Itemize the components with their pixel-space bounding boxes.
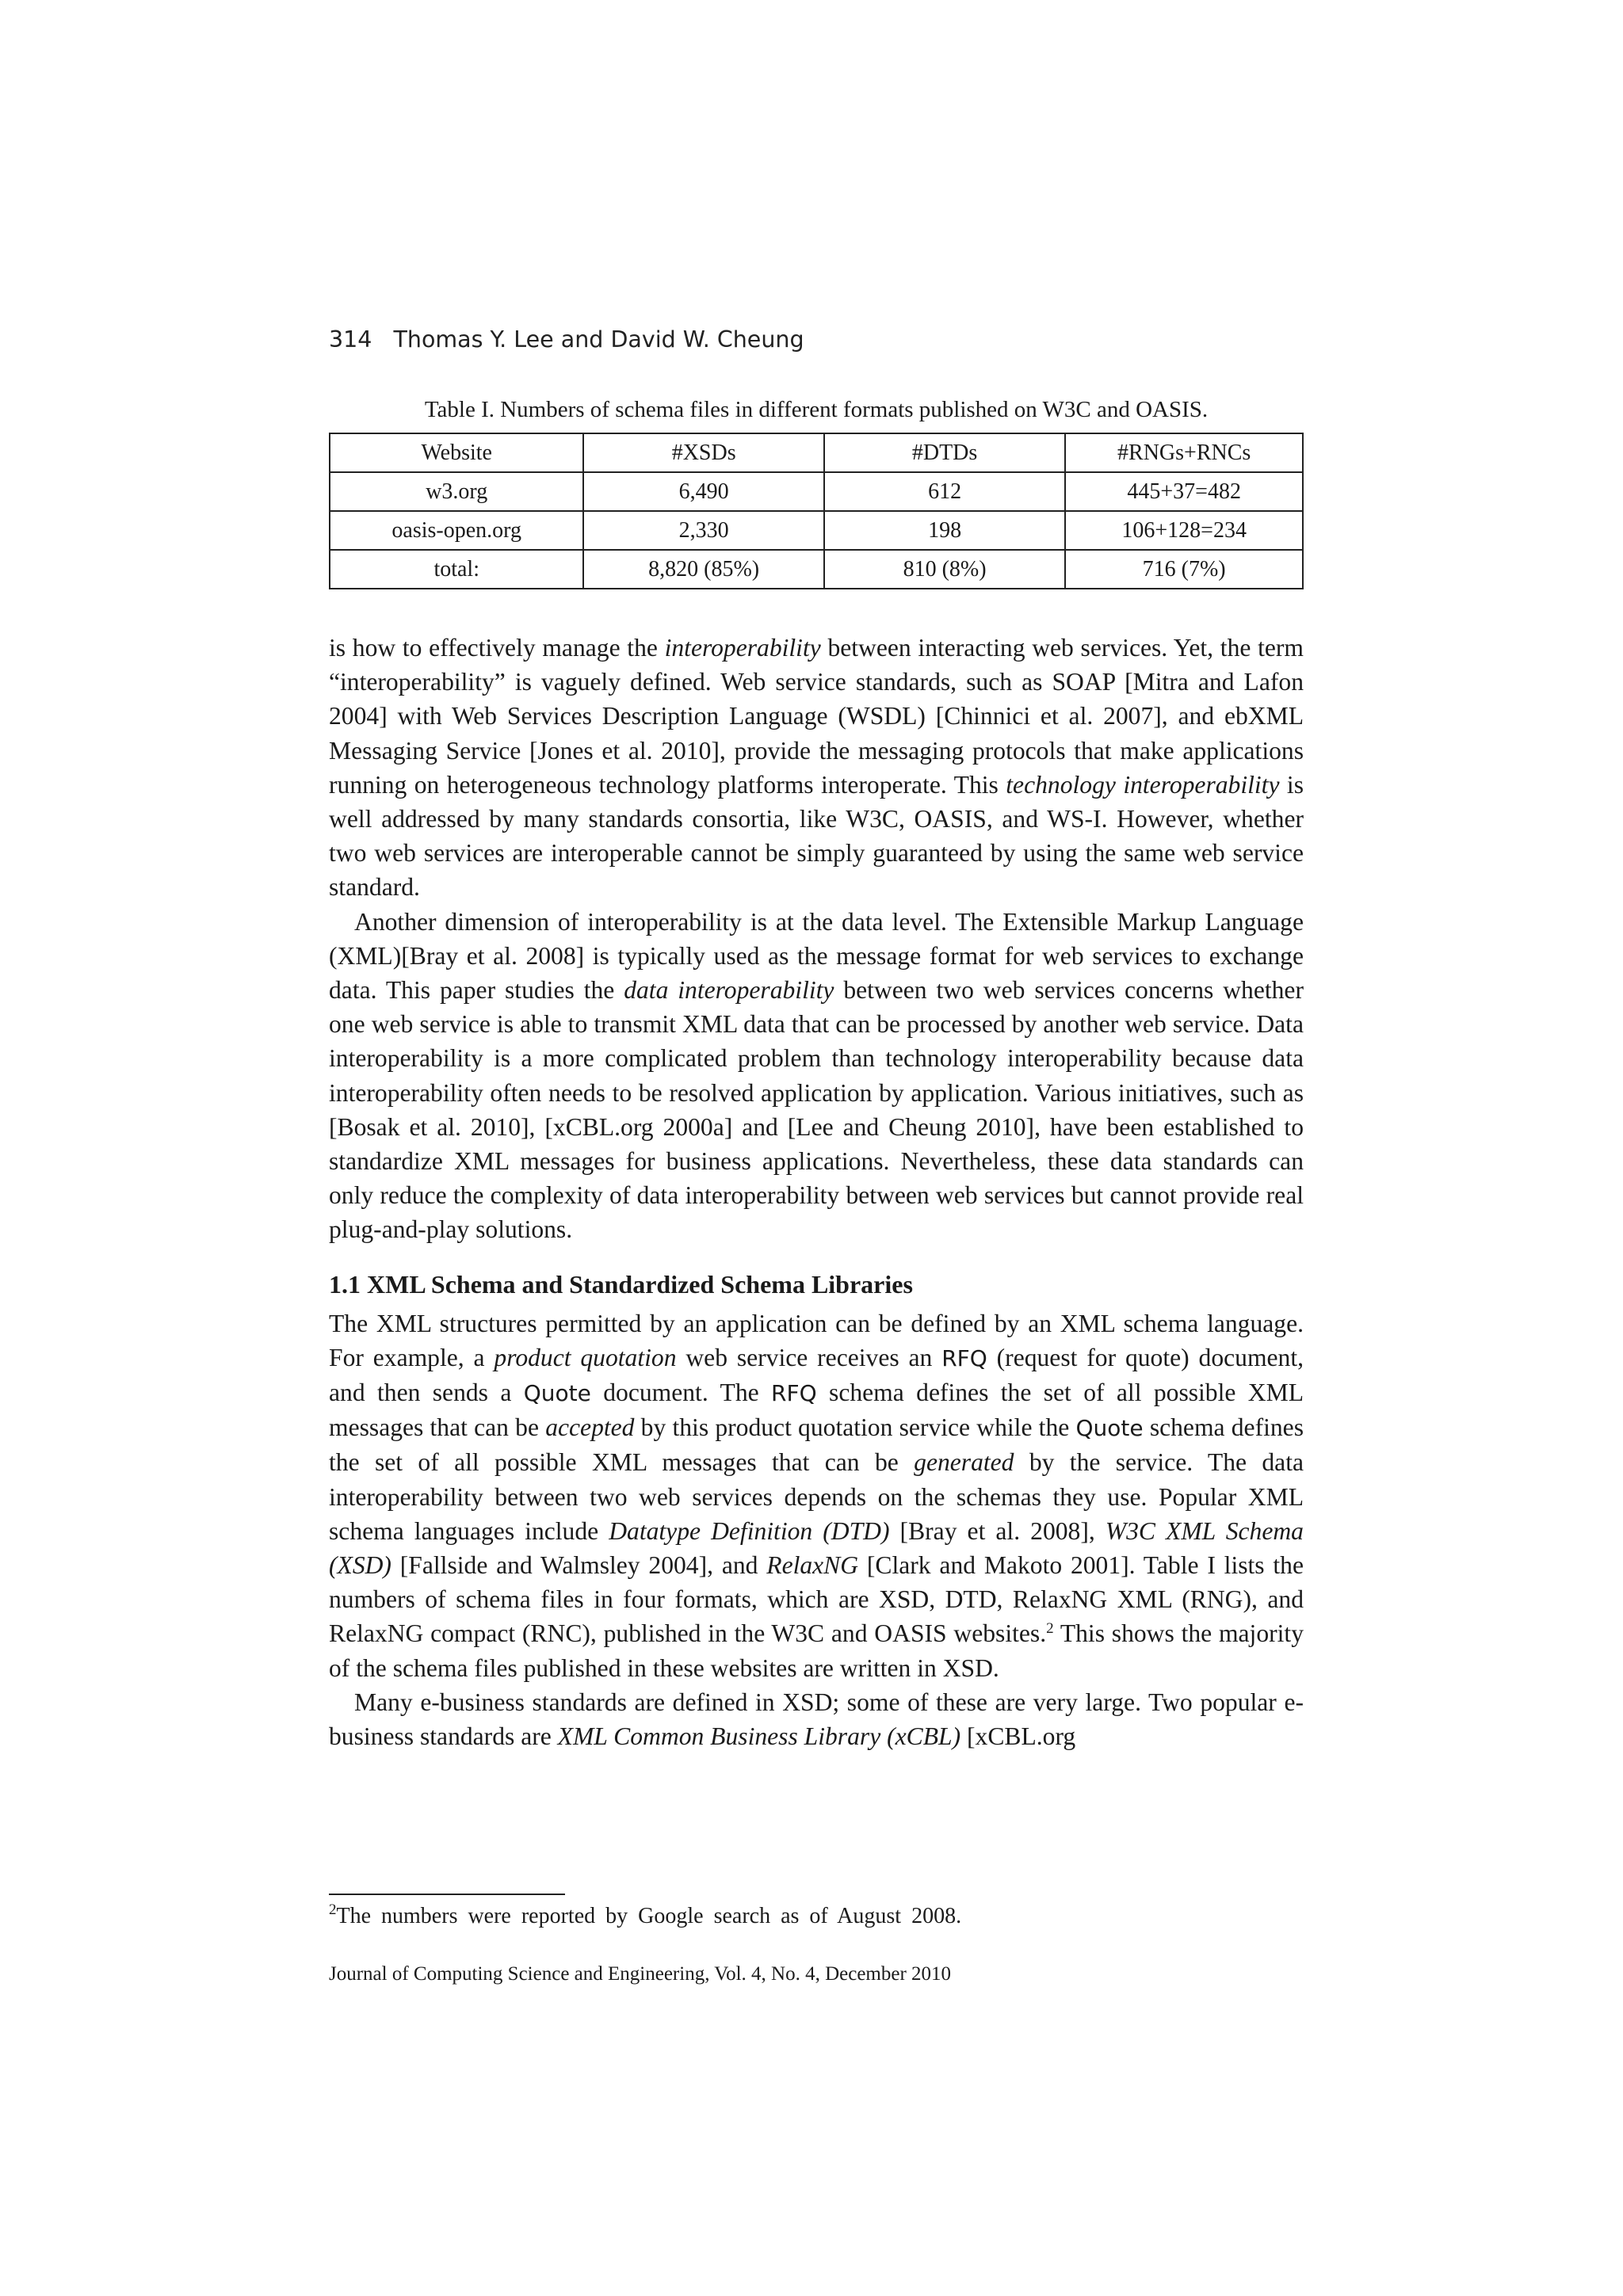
table-caption: Table I. Numbers of schema files in different formats published on W3C and OASIS. [424, 397, 1209, 422]
paragraph-xml-schema: The XML structures permitted by an application can be defined by an XML schema language. For example, a product quotation web service receives an RFQ (request for quote) document, and then sends a Quote document. The RFQ schema defines the set of all possible XML messages that can be accepted by this product quotation service while the Quote schema defines the set of all possible XML messages that can be generated by the service. The data interoperability between two web services depends on the schemas they use. Popular XML schema languages include Datatype Definition (DTD) [Bray et al. 2008], W3C XML Schema (XSD) [Fallside and Walmsley 2004], and RelaxNG [Clark and Makoto 2001]. Table I lists the numbers of schema files in four formats, which are XSD, DTD, RelaxNG XML (RNG), and RelaxNG compact (RNC), published in the W3C and OASIS websites.$^2$ This shows the majority of the schema files published in these websites are written in XSD. [329, 1309, 1304, 1682]
table-cell: 198 [824, 511, 1065, 550]
table-cell: w3.org [330, 472, 583, 511]
table-cell: 716 (7%) [1065, 550, 1303, 589]
table-cell: 810 (8%) [824, 550, 1065, 589]
table-cell: 445+37=482 [1065, 472, 1303, 511]
footnote [329, 1901, 962, 1929]
footnote-divider [329, 1894, 565, 1895]
table-total-row [330, 550, 1303, 589]
table-row [330, 472, 1303, 511]
schema-table [329, 433, 1304, 589]
table-cell: 612 [824, 472, 1065, 511]
column-header: Website [330, 433, 583, 472]
paragraph-data-level: Another dimension of interoperability is at the data level. The Extensible Markup Language (XML)[Bray et al. 2008] is typically used as the message format for web services to exchange data. This paper studies the data interoperability between two web services concerns whether one web service is able to transmit XML data that can be processed by another web service. Data interoperability is a more complicated problem than technology interoperability because data interoperability often needs to be resolved application by application. Various initiatives, such as [Bosak et al. 2010], [xCBL.org 2000a] and [Lee and Cheung 2010], have been established to standardize XML messages for business applications. Nevertheless, these data standards can only reduce the complexity of data interoperability between web services but cannot provide real plug-and-play solutions. [329, 907, 1304, 1244]
body-text [329, 631, 1304, 1753]
table-row [330, 511, 1303, 550]
page-number: 314 [329, 326, 372, 353]
authors: Thomas Y. Lee and David W. Cheung [393, 326, 804, 353]
column-header: #RNGs+RNCs [1065, 433, 1303, 472]
column-header: #DTDs [824, 433, 1065, 472]
running-head [329, 326, 804, 353]
table-cell: 6,490 [583, 472, 823, 511]
table-cell: 2,330 [583, 511, 823, 550]
paragraph-interoperability: is how to effectively manage the interoperability between interacting web services. Yet, the term “interoperability” is vaguely defined. Web service standards, such as SOAP [Mitra and Lafon 2004] with Web Services Description Language (WSDL) [Chinnici et al. 2007], and ebXML Messaging Service [Jones et al. 2010], provide the messaging protocols that make applications running on heterogeneous technology platforms interoperate. This technology interoperability is well addressed by many standards consortia, like W3C, OASIS, and WS-I. However, whether two web services are interoperable cannot be simply guaranteed by using the same web service standard. [329, 634, 1304, 902]
footnote-text: The numbers were reported by Google search as of August 2008. [336, 1904, 962, 1928]
journal-footer: Journal of Computing Science and Engineering, Vol. 4, No. 4, December 2010 [329, 1963, 952, 1985]
column-header: #XSDs [583, 433, 823, 472]
footnote-ref: 2 [1046, 1620, 1054, 1638]
table-cell: 106+128=234 [1065, 511, 1303, 550]
footnote-mark: 2 [329, 1901, 337, 1918]
table-header-row [330, 433, 1303, 472]
section-heading: 1.1 XML Schema and Standardized Schema Libraries [329, 1269, 913, 1299]
table-cell: oasis-open.org [330, 511, 583, 550]
paragraph-e-business: Many e-business standards are defined in XSD; some of these are very large. Two popular e-business standards are XML Common Business Library (xCBL) [xCBL.org [329, 1688, 1304, 1751]
table-cell: total: [330, 550, 583, 589]
table-cell: 8,820 (85%) [583, 550, 823, 589]
